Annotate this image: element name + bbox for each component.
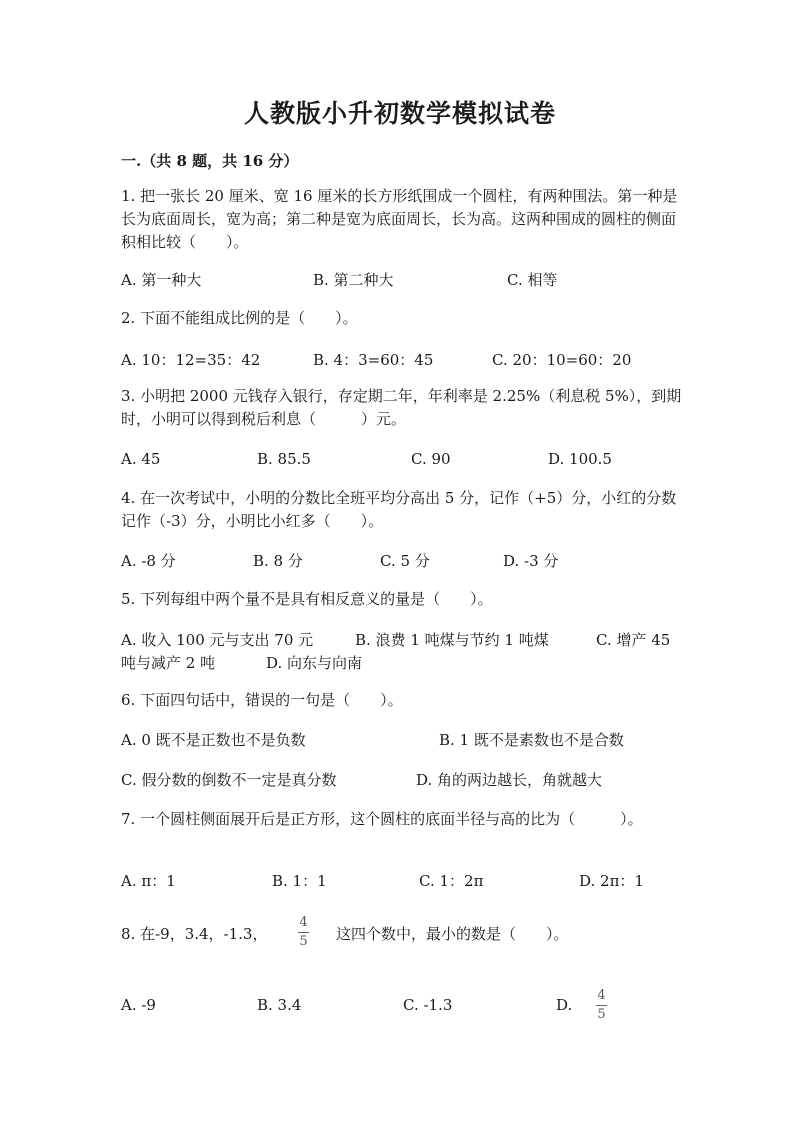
question-4-stem: 4. 在一次考试中，小明的分数比全班平均分高出 5 分，记作（+5）分，小红的分数记作（-3）分，小明比小红多（ ）。 bbox=[121, 489, 677, 530]
question-4-option-c: C. 5 分 bbox=[380, 552, 430, 570]
question-7-option-d: D. 2π：1 bbox=[579, 872, 644, 890]
question-6-option-b: B. 1 既不是素数也不是合数 bbox=[439, 731, 624, 749]
fraction-denominator: 5 bbox=[597, 1007, 606, 1022]
page-title: 人教版小升初数学模拟试卷 bbox=[243, 99, 556, 128]
question-5-stem: 5. 下列每组中两个量不是具有相反意义的量是（ ）。 bbox=[121, 590, 493, 608]
section-heading: 一.（共 8 题，共 16 分） bbox=[121, 152, 299, 170]
question-7-option-c: C. 1：2π bbox=[419, 872, 484, 890]
fraction-numerator: 4 bbox=[597, 988, 606, 1003]
question-8-option-d-fraction bbox=[596, 989, 607, 1022]
question-6-option-d: D. 角的两边越长，角就越大 bbox=[416, 771, 603, 789]
question-3-option-a: A. 45 bbox=[121, 450, 161, 468]
question-2-option-b: B. 4：3=60：45 bbox=[313, 351, 434, 369]
question-1-option-c: C. 相等 bbox=[507, 271, 558, 289]
question-2-option-a: A. 10：12=35：42 bbox=[121, 351, 261, 369]
fraction-denominator: 5 bbox=[299, 934, 308, 949]
question-4-option-b: B. 8 分 bbox=[253, 552, 303, 570]
question-1-option-a: A. 第一种大 bbox=[121, 271, 202, 289]
question-6-option-c: C. 假分数的倒数不一定是真分数 bbox=[121, 771, 337, 789]
question-2-stem: 2. 下面不能组成比例的是（ ）。 bbox=[121, 309, 358, 327]
question-8-fraction bbox=[298, 916, 309, 949]
question-7-option-b: B. 1：1 bbox=[272, 872, 327, 890]
question-5-option-b: B. 浪费 1 吨煤与节约 1 吨煤 bbox=[355, 631, 549, 649]
question-5-option-a: A. 收入 100 元与支出 70 元 bbox=[121, 631, 314, 649]
question-7-stem: 7. 一个圆柱侧面展开后是正方形，这个圆柱的底面半径与高的比为（ ）。 bbox=[121, 810, 643, 828]
question-5-option-c: C. 增产 45 bbox=[596, 631, 671, 649]
fraction-numerator: 4 bbox=[299, 915, 308, 930]
fraction-bar bbox=[298, 932, 309, 933]
question-8-stem-start: 8. 在-9，3.4，-1.3， bbox=[121, 925, 268, 943]
question-1-option-b: B. 第二种大 bbox=[313, 271, 394, 289]
question-3-option-b: B. 85.5 bbox=[257, 450, 311, 468]
question-7-option-a: A. π：1 bbox=[121, 872, 176, 890]
question-3-stem: 3. 小明把 2000 元钱存入银行，存定期二年，年利率是 2.25%（利息税 5%），到期时，小明可以得到税后利息（ ）元。 bbox=[121, 387, 682, 428]
question-5-option-c-continued: 吨与减产 2 吨 bbox=[121, 654, 216, 672]
question-6-stem: 6. 下面四句话中，错误的一句是（ ）。 bbox=[121, 691, 403, 709]
question-2-option-c: C. 20：10=60：20 bbox=[492, 351, 632, 369]
question-8-option-c: C. -1.3 bbox=[403, 996, 453, 1014]
question-3-option-c: C. 90 bbox=[411, 450, 451, 468]
question-8-stem-end: 这四个数中，最小的数是（ ）。 bbox=[336, 925, 569, 943]
question-4-option-a: A. -8 分 bbox=[121, 552, 176, 570]
fraction-bar bbox=[596, 1005, 607, 1006]
question-8-option-b: B. 3.4 bbox=[257, 996, 302, 1014]
question-1-stem: 1. 把一张长 20 厘米、宽 16 厘米的长方形纸围成一个圆柱，有两种围法。第一种是长为底面周长，宽为高；第二种是宽为底面周长，长为高。这两种围成的圆柱的侧面积相比较（ ）。 bbox=[121, 187, 678, 251]
question-4-option-d: D. -3 分 bbox=[503, 552, 559, 570]
question-3-option-d: D. 100.5 bbox=[548, 450, 612, 468]
question-8-option-d: D. bbox=[556, 996, 573, 1014]
question-8-option-a: A. -9 bbox=[121, 996, 156, 1014]
question-6-option-a: A. 0 既不是正数也不是负数 bbox=[121, 731, 306, 749]
question-5-option-d: D. 向东与向南 bbox=[266, 654, 363, 672]
